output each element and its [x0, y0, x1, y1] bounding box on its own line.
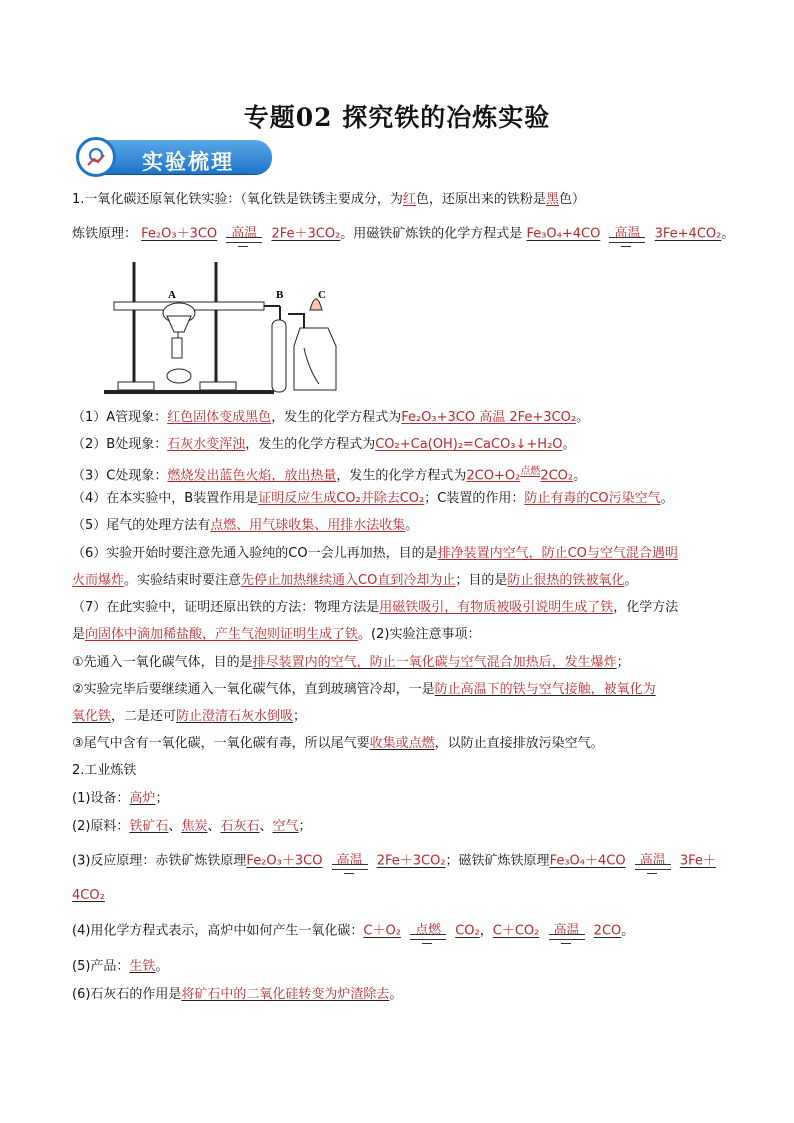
s1-heading: 1.一氧化碳还原氧化铁实验：（氧化铁是铁锈主要成分，为红色，还原出来的铁粉是黑色）: [72, 192, 585, 207]
s2-limestone: (6)石灰石的作用是将矿石中的二氧化硅转变为炉渣除去。: [72, 987, 403, 1002]
note-2-cont: 氧化铁，二是还可防止澄清石灰水倒吸；: [72, 709, 307, 724]
q7-cont: 是向固体中滴加稀盐酸，产生气泡则证明生成了铁。(2)实验注意事项：: [72, 627, 481, 642]
q5: （5）尾气的处理方法有点燃、用气球收集、用排水法收集。: [72, 518, 419, 533]
q4: （4）在本实验中，B装置作用是证明反应生成CO₂并除去CO₂；C装置的作用：防止有毒的CO污染空气。: [72, 491, 674, 506]
q6-cont: 火而爆炸。实验结束时要注意先停止加热继续通入CO直到冷却为止；目的是防止很热的铁被氧化。: [72, 573, 638, 588]
q7: （7）在此实验中，证明还原出铁的方法：物理方法是用磁铁吸引，有物质被吸引说明生成了铁，化学方法: [72, 600, 679, 615]
eq-condition: 高温: [607, 219, 647, 249]
page-title: 专题02 探究铁的冶炼实验: [243, 103, 551, 132]
s2-product: (5)产品：生铁。: [72, 959, 169, 974]
q6: （6）实验开始时要注意先通入验纯的CO一会儿再加热，目的是排净装置内空气，防止CO与空气混合遇明: [72, 546, 678, 561]
eq-condition: 高温: [330, 846, 370, 876]
eq-condition: 点燃: [408, 916, 448, 946]
note-1: ①先通入一氧化碳气体，目的是排尽装置内的空气，防止一氧化碳与空气混合加热后，发生爆炸；: [72, 655, 630, 670]
label-a: A: [168, 289, 176, 301]
experiment-apparatus-diagram: [104, 258, 364, 396]
label-b: B: [276, 289, 284, 301]
eq-condition: 高温: [633, 846, 673, 876]
s2-raw-materials: (2)原料：铁矿石、焦炭、石灰石、空气；: [72, 819, 312, 834]
s2-reaction: (3)反应原理：赤铁矿炼铁原理Fe₂O₃＋3CO 高温 2Fe＋3CO₂；磁铁矿炼铁原理Fe₃O₄＋4CO 高温 3Fe＋: [72, 846, 716, 877]
q2: （2）B处现象：石灰水变浑浊，发生的化学方程式为CO₂+Ca(OH)₂=CaCO₃↓+H₂O。: [72, 437, 576, 452]
s1-principle: 炼铁原理： Fe₂O₃＋3CO 高温 2Fe＋3CO₂。用磁铁矿炼铁的化学方程式是 Fe₃O₄+4CO 高温 3Fe+4CO₂。: [72, 219, 734, 250]
banner-label: 实验梳理: [142, 150, 234, 174]
banner-badge-icon: [76, 137, 116, 177]
note-2: ②实验完毕后要继续通入一氧化碳气体，直到玻璃管冷却，一是防止高温下的铁与空气接触，被氧化为: [72, 682, 656, 697]
eq-condition: 高温: [224, 219, 264, 249]
label-c: C: [318, 289, 326, 301]
s2-heading: 2.工业炼铁: [72, 763, 137, 778]
s2-reaction-cont: 4CO₂: [72, 888, 105, 903]
note-3: ③尾气中含有一氧化碳，一氧化碳有毒，所以尾气要收集或点燃，以防止直接排放污染空气。: [72, 736, 604, 751]
eq-condition: 高温: [547, 916, 587, 946]
section-banner: [76, 137, 274, 177]
q1: （1）A管现象：红色固体变成黑色，发生的化学方程式为Fe₂O₃+3CO 高温 2Fe+3CO₂。: [72, 410, 590, 425]
s2-equipment: (1)设备：高炉；: [72, 791, 169, 806]
q3: （3）C处现象：燃烧发出蓝色火焰，放出热量，发生的化学方程式为2CO+O₂$^{点燃}$2CO₂。: [72, 466, 587, 484]
s2-co-formation: (4)用化学方程式表示，高炉中如何产生一氧化碳：C＋O₂ 点燃 CO₂，C＋CO₂ 高温 2CO。: [72, 916, 634, 947]
